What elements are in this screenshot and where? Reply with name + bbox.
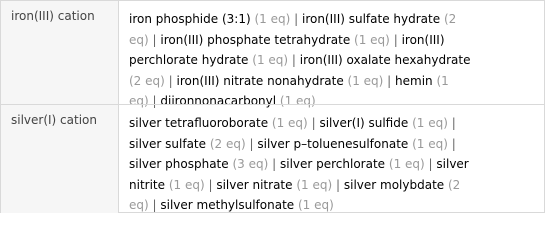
- compound-name: silver perchlorate: [279, 157, 386, 171]
- compound-line: [129, 195, 536, 216]
- compound-name: silver tetrafluoroborate: [129, 116, 269, 130]
- separator: |: [249, 136, 254, 151]
- separator: |: [152, 94, 157, 108]
- compound-name: iron(III) nitrate nonahydrate: [176, 73, 344, 88]
- separator: |: [294, 12, 299, 26]
- compound-name: perchlorate hydrate: [129, 53, 249, 67]
- compound-line: [129, 30, 536, 51]
- equivalents-label: (3 eq): [232, 157, 269, 171]
- separator: |: [152, 32, 157, 47]
- equivalents-label: (1: [436, 73, 449, 88]
- row-header-silver-cation: silver(I) cation: [1, 105, 119, 213]
- compound-name: iron(III) phosphate tetrahydrate: [160, 32, 351, 47]
- compound-name: nitrite: [129, 177, 165, 192]
- equivalents-label: (1 eq): [168, 177, 205, 192]
- equivalents-label: (1 eq): [412, 116, 448, 130]
- separator: |: [208, 177, 213, 192]
- compound-name: silver p–toluenesulfonate: [257, 136, 409, 151]
- equivalents-label: eq): [129, 198, 149, 212]
- separator: |: [451, 136, 456, 151]
- equivalents-label: (2 eq): [209, 136, 246, 151]
- compound-list: [120, 105, 544, 213]
- equivalents-label: (1 eq): [354, 32, 390, 47]
- table-row: [1, 104, 544, 213]
- equivalents-label: (1 eq): [347, 73, 384, 88]
- equivalents-label: (1 eq): [296, 177, 333, 192]
- equivalents-label: (2: [443, 12, 457, 26]
- equivalents-label: (1 eq): [279, 94, 316, 108]
- separator: |: [335, 177, 341, 192]
- separator: |: [168, 73, 173, 88]
- compound-name: diironnonacarbonyl: [160, 94, 277, 108]
- compound-name: silver(I) sulfide: [319, 116, 409, 130]
- row-header-iron-cation: iron(III) cation: [1, 1, 119, 104]
- separator: |: [387, 73, 392, 88]
- equivalents-label: (1 eq): [388, 157, 425, 171]
- equivalents-label: eq): [129, 32, 149, 47]
- separator: |: [428, 157, 433, 171]
- compound-list: [120, 1, 544, 108]
- compound-line: [129, 9, 536, 30]
- equivalents-label: (2: [447, 177, 461, 192]
- separator: |: [152, 198, 157, 212]
- compound-name: silver: [436, 157, 469, 171]
- compound-name: silver molybdate: [343, 177, 445, 192]
- compound-line: [129, 113, 536, 134]
- equivalents-label: (1 eq): [252, 53, 289, 67]
- separator: |: [272, 157, 277, 171]
- equivalents-label: (2 eq): [129, 73, 165, 88]
- compound-name: silver phosphate: [129, 157, 229, 171]
- separator: |: [393, 32, 398, 47]
- compound-name: silver methylsulfonate: [160, 198, 295, 212]
- equivalents-label: (1 eq): [254, 12, 291, 26]
- compound-name: silver nitrate: [216, 177, 293, 192]
- compound-line: [129, 134, 536, 155]
- compound-name: iron(III) oxalate hexahydrate: [299, 53, 471, 67]
- equivalents-label: (1 eq): [298, 198, 334, 212]
- compound-line: [129, 154, 536, 175]
- equivalents-label: (1 eq): [271, 116, 308, 130]
- equivalents-label: (1 eq): [412, 136, 448, 151]
- compound-name: iron phosphide (3:1): [129, 12, 251, 26]
- compound-line: [129, 175, 536, 196]
- compound-name: iron(III): [401, 32, 445, 47]
- compound-name: hemin: [395, 73, 433, 88]
- compound-name: iron(III) sulfate hydrate: [301, 12, 441, 26]
- separator: |: [311, 116, 316, 130]
- separator: |: [291, 53, 296, 67]
- separator: |: [451, 116, 456, 130]
- table-row: [1, 1, 544, 108]
- compound-line: [129, 71, 536, 92]
- equivalents-label: eq): [129, 94, 149, 108]
- compound-line: [129, 50, 536, 71]
- compound-name: silver sulfate: [129, 136, 207, 151]
